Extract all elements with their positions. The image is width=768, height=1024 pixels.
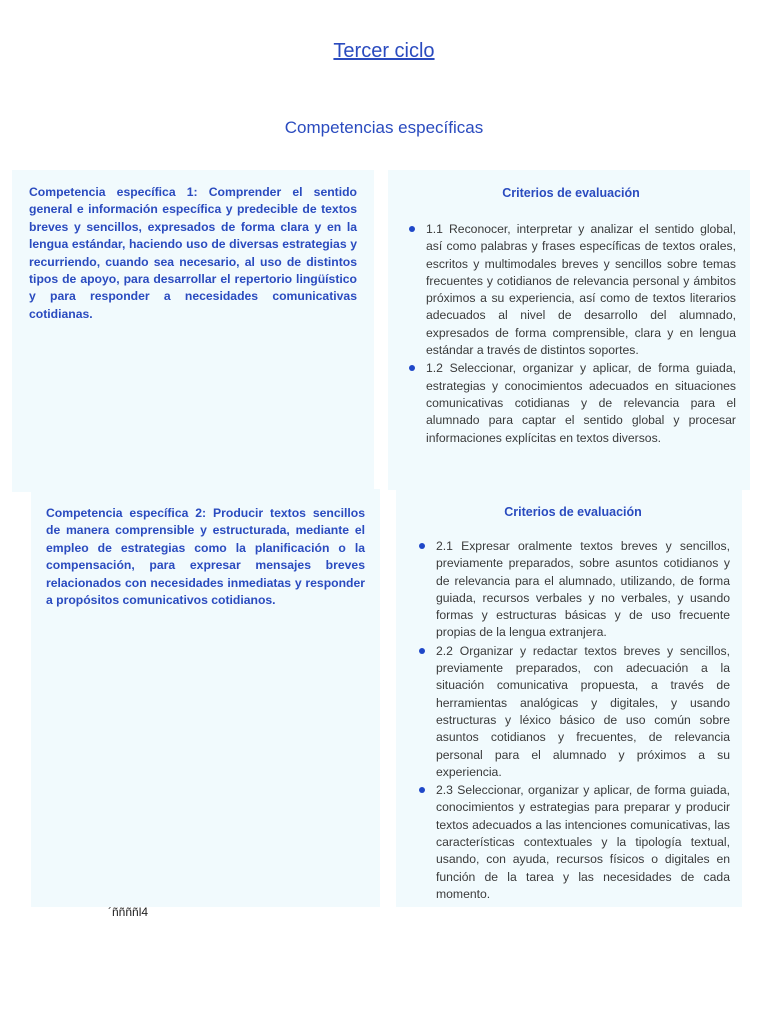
- footer-text: ´ññññl4: [108, 905, 149, 919]
- criterios-2-list: [416, 538, 730, 903]
- criterio-1-1-text: 1.1 Reconocer, interpretar y analizar el sentido global, así como palabras y frases específicas de textos orales, escritos y multimodales breves y sencillos sobre temas frecuentes y cotidianos de relevancia personal y ámbitos próximos a su experiencia, así como de textos literarios adecuados al nivel de desarrollo del alumnado, expresados de forma comprensible, clara y en lengua estándar a través de distintos soportes.: [426, 222, 736, 358]
- competencia-1-box: [12, 170, 374, 492]
- criterio-2-1-text: 2.1 Expresar oralmente textos breves y sencillos, previamente preparados, sobre asuntos cotidianos y de relevancia para el alumnado, utilizando, de forma guiada, recursos verbales y no verbales, y usando formas y estructuras básicas y de uso frecuente propias de la lengua extranjera.: [436, 539, 730, 640]
- criterios-2-title: Criterios de evaluación: [504, 505, 642, 519]
- criterio-2-2-text: 2.2 Organizar y redactar textos breves y sencillos, previamente preparados, con adecuación a la situación comunicativa propuesta, a través de herramientas analógicas y digitales, y usando estructuras y léxico básico de uso común sobre asuntos cotidianos y frecuentes, de relevancia personal para el alumnado y próximos a su experiencia.: [436, 643, 730, 779]
- criterios-2-box: [396, 489, 742, 907]
- criterio-1-1: [406, 221, 736, 359]
- criterio-2-3: [416, 782, 730, 903]
- bullet-icon: [419, 787, 425, 793]
- page-subtitle: Competencias específicas: [284, 118, 484, 137]
- criterio-1-2: [406, 360, 736, 446]
- bullet-icon: [419, 543, 425, 549]
- criterio-2-1: [416, 538, 730, 642]
- criterios-1-title: Criterios de evaluación: [502, 186, 640, 200]
- bullet-icon: [409, 226, 415, 232]
- bullet-icon: [409, 365, 415, 371]
- competencia-2-box: [31, 489, 380, 907]
- criterio-1-2-text: 1.2 Seleccionar, organizar y aplicar, de forma guiada, estrategias y conocimientos adecuados en situaciones comunicativas cotidianas y de relevancia para el alumnado para captar el sentido global y procesar informaciones explícitas en textos diversos.: [426, 361, 736, 445]
- criterio-2-2: [416, 643, 730, 781]
- competencia-1-text: Competencia específica 1: Comprender el sentido general e información específica y predecible de textos breves y sencillos, expresados de forma clara y en la lengua estándar, haciendo uso de diversas estrategias y recurriendo, cuando sea necesario, al uso de distintos tipos de apoyo, para desarrollar el repertorio lingüístico y para responder a necesidades comunicativas cotidianas.: [29, 185, 357, 321]
- competencia-2-text: Competencia específica 2: Producir textos sencillos de manera comprensible y estructurada, mediante el empleo de estrategias como la planificación o la compensación, para expresar mensajes breves relacionados con necesidades inmediatas y responder a propósitos comunicativos cotidianos.: [46, 506, 365, 608]
- criterio-2-3-text: 2.3 Seleccionar, organizar y aplicar, de forma guiada, conocimientos y estrategias para preparar y producir textos adecuados a las intenciones comunicativas, las características contextuales y la tipología textual, usando, con ayuda, recursos físicos o digitales en función de la tarea y las necesidades de cada momento.: [436, 783, 730, 901]
- criterios-1-box: [388, 170, 750, 490]
- criterios-1-list: [406, 221, 736, 447]
- page-title: Tercer ciclo: [333, 40, 435, 62]
- bullet-icon: [419, 648, 425, 654]
